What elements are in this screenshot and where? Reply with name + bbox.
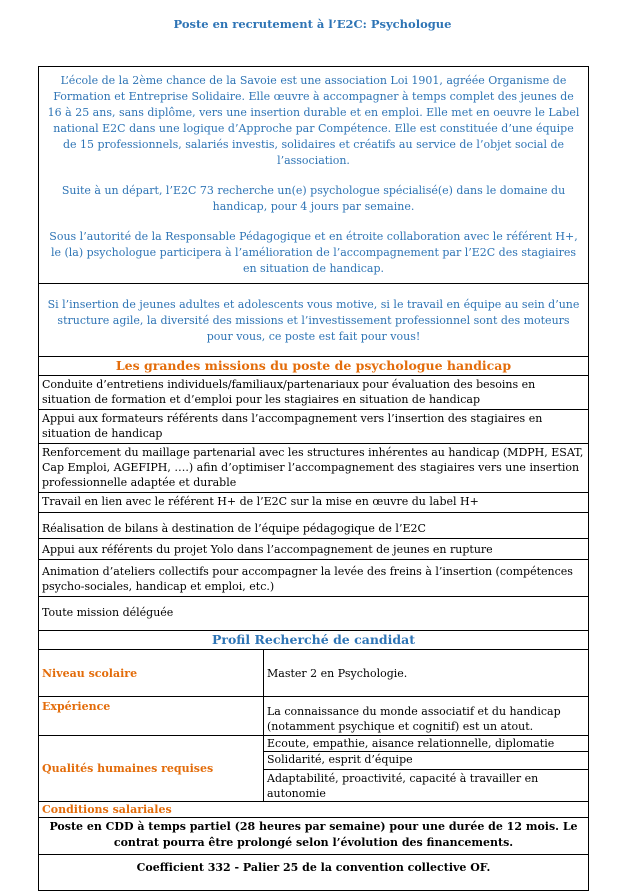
- experience-label: Expérience: [39, 697, 264, 735]
- mission-item: Travail en lien avec le référent H+ de l’E2C sur la mise en œuvre du label H+: [39, 493, 588, 513]
- intro-paragraph-2: Suite à un départ, l’E2C 73 recherche un(e) psychologue spécialisé(e) dans le domaine du handicap, pour 4 jours par semaine.: [61, 184, 566, 213]
- contract-text: Poste en CDD à temps partiel (28 heures par semaine) pour une durée de 12 mois. Le contrat pourra être prolongé selon l’évolution des financements.: [39, 818, 588, 855]
- mission-item: Appui aux formateurs référents dans l’accompagnement vers l’insertion des stagiaires en situation de handicap: [39, 410, 588, 444]
- mission-item: Appui aux référents du projet Yolo dans l’accompagnement de jeunes en rupture: [39, 539, 588, 560]
- mission-item: Conduite d’entretiens individuels/familiaux/partenariaux pour évaluation des besoins en situation de formation et d’emploi pour les stagiaires en situation de handicap: [39, 376, 588, 410]
- qualite-item: Solidarité, esprit d’équipe: [264, 752, 588, 770]
- qualite-item: Adaptabilité, proactivité, capacité à travailler en autonomie: [267, 772, 539, 800]
- experience-value: La connaissance du monde associatif et du handicap (notamment psychique et cognitif) est un atout.: [267, 705, 561, 733]
- intro-paragraph-1: L’école de la 2ème chance de la Savoie est une association Loi 1901, agréée Organisme de Formation et Entreprise Solidaire. Elle œuvre à accompagner à temps complet des jeunes de 16 à 25 ans, sans diplôme, vers une insertion durable et en emploi. Elle met en oeuvre le Label national E2C dans une logique d’Approche par Compétence. Elle est constituée d’une équipe de 15 professionnels, salariés investis, solidaires et créatifs au service de l’objet social de l’association.: [47, 74, 580, 167]
- intro-paragraph-3: Sous l’autorité de la Responsable Pédagogique et en étroite collaboration avec le référent H+, le (la) psychologue participera à l’amélioration de l’accompagnement par l’E2C des stagiaires en situation de handicap.: [49, 230, 578, 275]
- profile-row-niveau: [39, 650, 588, 697]
- profile-heading: Profil Recherché de candidat: [39, 631, 588, 650]
- qualite-item: Ecoute, empathie, aisance relationnelle, diplomatie: [264, 736, 588, 752]
- coefficient-text: Coefficient 332 - Palier 25 de la convention collective OF.: [136, 861, 491, 874]
- job-posting-table: [38, 66, 589, 891]
- profile-row-qualites: [39, 736, 588, 802]
- mission-item: Réalisation de bilans à destination de l’équipe pédagogique de l’E2C: [39, 513, 588, 539]
- conditions-label: Conditions salariales: [39, 802, 588, 818]
- qualites-values: [264, 736, 588, 801]
- intro-section: [39, 67, 588, 284]
- missions-heading: Les grandes missions du poste de psychologue handicap: [39, 357, 588, 376]
- mission-item: Renforcement du maillage partenarial avec les structures inhérentes au handicap (MDPH, ESAT, Cap Emploi, AGEFIPH, ….) afin d’optimiser l’accompagnement des stagiaires vers une insertion professionnelle adaptée et durable: [39, 444, 588, 493]
- mission-item: Animation d’ateliers collectifs pour accompagner la levée des freins à l’insertion (compétences psycho-sociales, handicap et emploi, etc.): [39, 560, 588, 597]
- niveau-label: Niveau scolaire: [39, 650, 264, 696]
- mission-item: Toute mission déléguée: [39, 597, 588, 631]
- niveau-value: Master 2 en Psychologie.: [267, 666, 408, 680]
- page-title: Poste en recrutement à l’E2C: Psychologue: [173, 17, 452, 31]
- motivation-text: Si l’insertion de jeunes adultes et adolescents vous motive, si le travail en équipe au sein d’une structure agile, la diversité des missions et l’investissement professionnel sont des moteurs pour vous, ce poste est fait pour vous!: [39, 284, 588, 357]
- profile-row-experience: [39, 697, 588, 736]
- qualites-label: Qualités humaines requises: [39, 736, 264, 801]
